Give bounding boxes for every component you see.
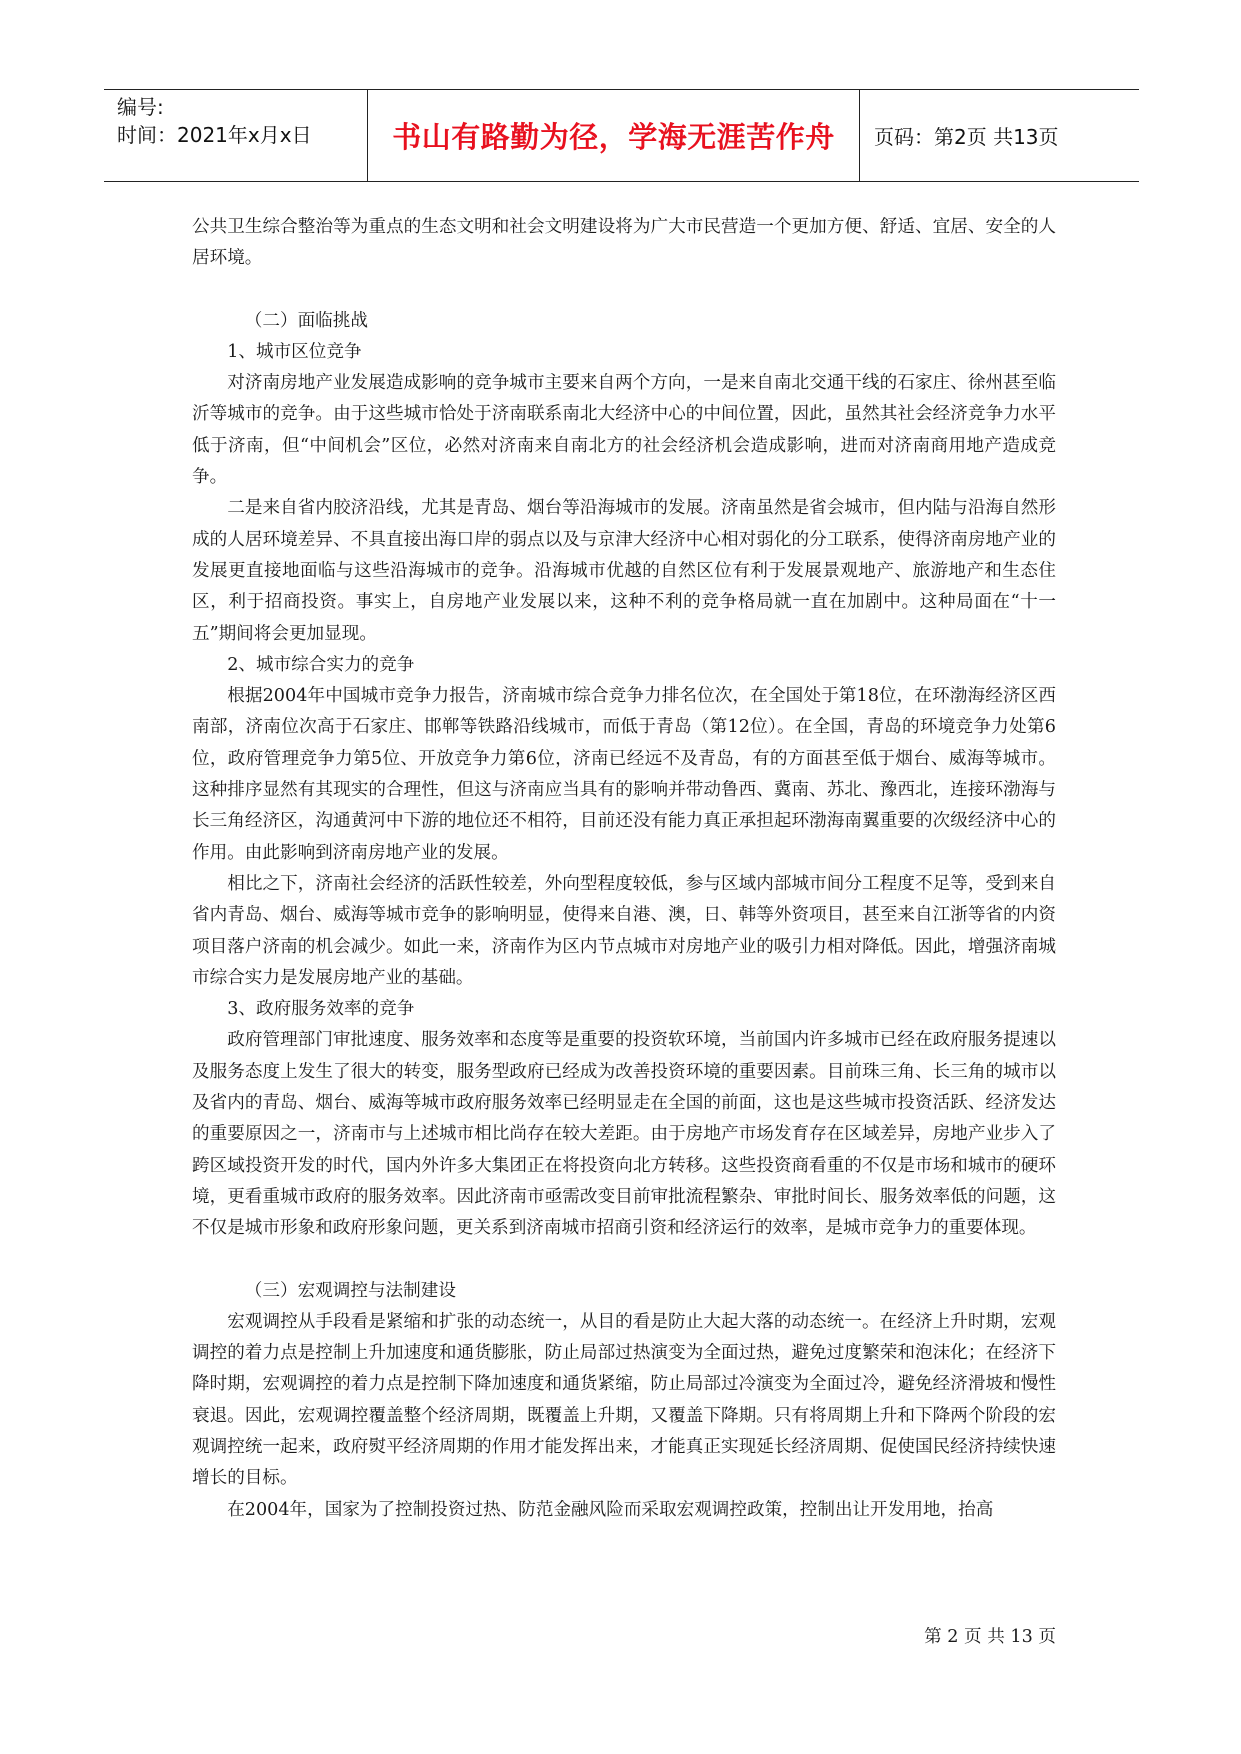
page-header	[104, 89, 1139, 182]
paragraph: 根据2004年中国城市竞争力报告，济南城市综合竞争力排名位次，在全国处于第18位，在环渤海经济区西南部，济南位次高于石家庄、邯郸等铁路沿线城市，而低于青岛（第12位）。在全国，青岛的环境竞争力处第6位，政府管理竞争力第5位、开放竞争力第6位，济南已经远不及青岛，有的方面甚至低于烟台、威海等城市。这种排序显然有其现实的合理性，但这与济南应当具有的影响并带动鲁西、冀南、苏北、豫西北，连接环渤海与长三角经济区，沟通黄河中下游的地位还不相符，目前还没有能力真正承担起环渤海南翼重要的次级经济中心的作用。由此影响到济南房地产业的发展。	[192, 686, 1056, 863]
subheading-comprehensive-strength: 2、城市综合实力的竞争	[227, 654, 415, 675]
paragraph: 二是来自省内胶济沿线，尤其是青岛、烟台等沿海城市的发展。济南虽然是省会城市，但内陆与沿海自然形成的人居环境差异、不具直接出海口岸的弱点以及与京津大经济中心相对弱化的分工联系，使得济南房地产业的发展更直接地面临与这些沿海城市的竞争。沿海城市优越的自然区位有利于发展景观地产、旅游地产和生态住区，利于招商投资。事实上，自房地产业发展以来，这种不利的竞争格局就一直在加剧中。这种局面在“十一五”期间将会更加显现。	[192, 498, 1056, 644]
header-page-info	[860, 90, 1139, 181]
paragraph: 在2004年，国家为了控制投资过热、防范金融风险而采取宏观调控政策，控制出让开发用地，抬高	[227, 1499, 994, 1520]
paragraph: 相比之下，济南社会经济的活跃性较差，外向型程度较低，参与区域内部城市间分工程度不足等，受到来自省内青岛、烟台、威海等城市竞争的影响明显，使得来自港、澳，日、韩等外资项目，甚至来自江浙等省的内资项目落户济南的机会减少。如此一来，济南作为区内节点城市对房地产业的吸引力相对降低。因此，增强济南城市综合实力是发展房地产业的基础。	[192, 873, 1056, 988]
document-time-label: 时间：2021年x月x日	[117, 123, 312, 147]
paragraph: 宏观调控从手段看是紧缩和扩张的动态统一，从目的看是防止大起大落的动态统一。在经济上升时期，宏观调控的着力点是控制上升加速度和通货膨胀，防止局部过热演变为全面过热，避免过度繁荣和泡沫化；在经济下降时期，宏观调控的着力点是控制下降加速度和通货紧缩，防止局部过冷演变为全面过冷，避免经济滑坡和慢性衰退。因此，宏观调控覆盖整个经济周期，既覆盖上升期，又覆盖下降期。只有将周期上升和下降两个阶段的宏观调控统一起来，政府熨平经济周期的作用才能发挥出来，才能真正实现延长经济周期、促使国民经济持续快速增长的目标。	[192, 1311, 1056, 1489]
header-motto	[368, 90, 860, 181]
section-heading-challenges: （二）面临挑战	[244, 310, 368, 331]
footer-page-number: 第 2 页 共 13 页	[924, 1627, 1056, 1647]
paragraph: 对济南房地产业发展造成影响的竞争城市主要来自两个方向，一是来自南北交通干线的石家庄、徐州甚至临沂等城市的竞争。由于这些城市恰处于济南联系南北大经济中心的中间位置，因此，虽然其社会经济竞争力水平低于济南，但“中间机会”区位，必然对济南来自南北方的社会经济机会造成影响，进而对济南商用地产造成竞争。	[192, 373, 1056, 488]
document-body	[192, 212, 1056, 1526]
document-number-label: 编号:	[117, 95, 164, 119]
section-heading-macro-control: （三）宏观调控与法制建设	[244, 1280, 456, 1301]
subheading-government-efficiency: 3、政府服务效率的竞争	[227, 999, 415, 1020]
motto-text: 书山有路勤为径，学海无涯苦作舟	[392, 120, 835, 154]
page-footer	[924, 1623, 1056, 1648]
paragraph: 政府管理部门审批速度、服务效率和态度等是重要的投资软环境，当前国内许多城市已经在政府服务提速以及服务态度上发生了很大的转变，服务型政府已经成为改善投资环境的重要因素。目前珠三角、长三角的城市以及省内的青岛、烟台、威海等城市政府服务效率已经明显走在全国的前面，这也是这些城市投资活跃、经济发达的重要原因之一，济南市与上述城市相比尚存在较大差距。由于房地产市场发育存在区域差异，房地产业步入了跨区域投资开发的时代，国内外许多大集团正在将投资向北方转移。这些投资商看重的不仅是市场和城市的硬环境，更看重城市政府的服务效率。因此济南市亟需改变目前审批流程繁杂、审批时间长、服务效率低的问题，这不仅是城市形象和政府形象问题，更关系到济南城市招商引资和经济运行的效率，是城市竞争力的重要体现。	[192, 1030, 1056, 1239]
paragraph-continuation: 公共卫生综合整治等为重点的生态文明和社会文明建设将为广大市民营造一个更加方便、舒适、宜居、安全的人居环境。	[192, 217, 1056, 269]
subheading-location-competition: 1、城市区位竞争	[227, 341, 362, 362]
header-meta	[104, 90, 368, 181]
page-number-label: 页码：第2页 共13页	[874, 125, 1059, 149]
